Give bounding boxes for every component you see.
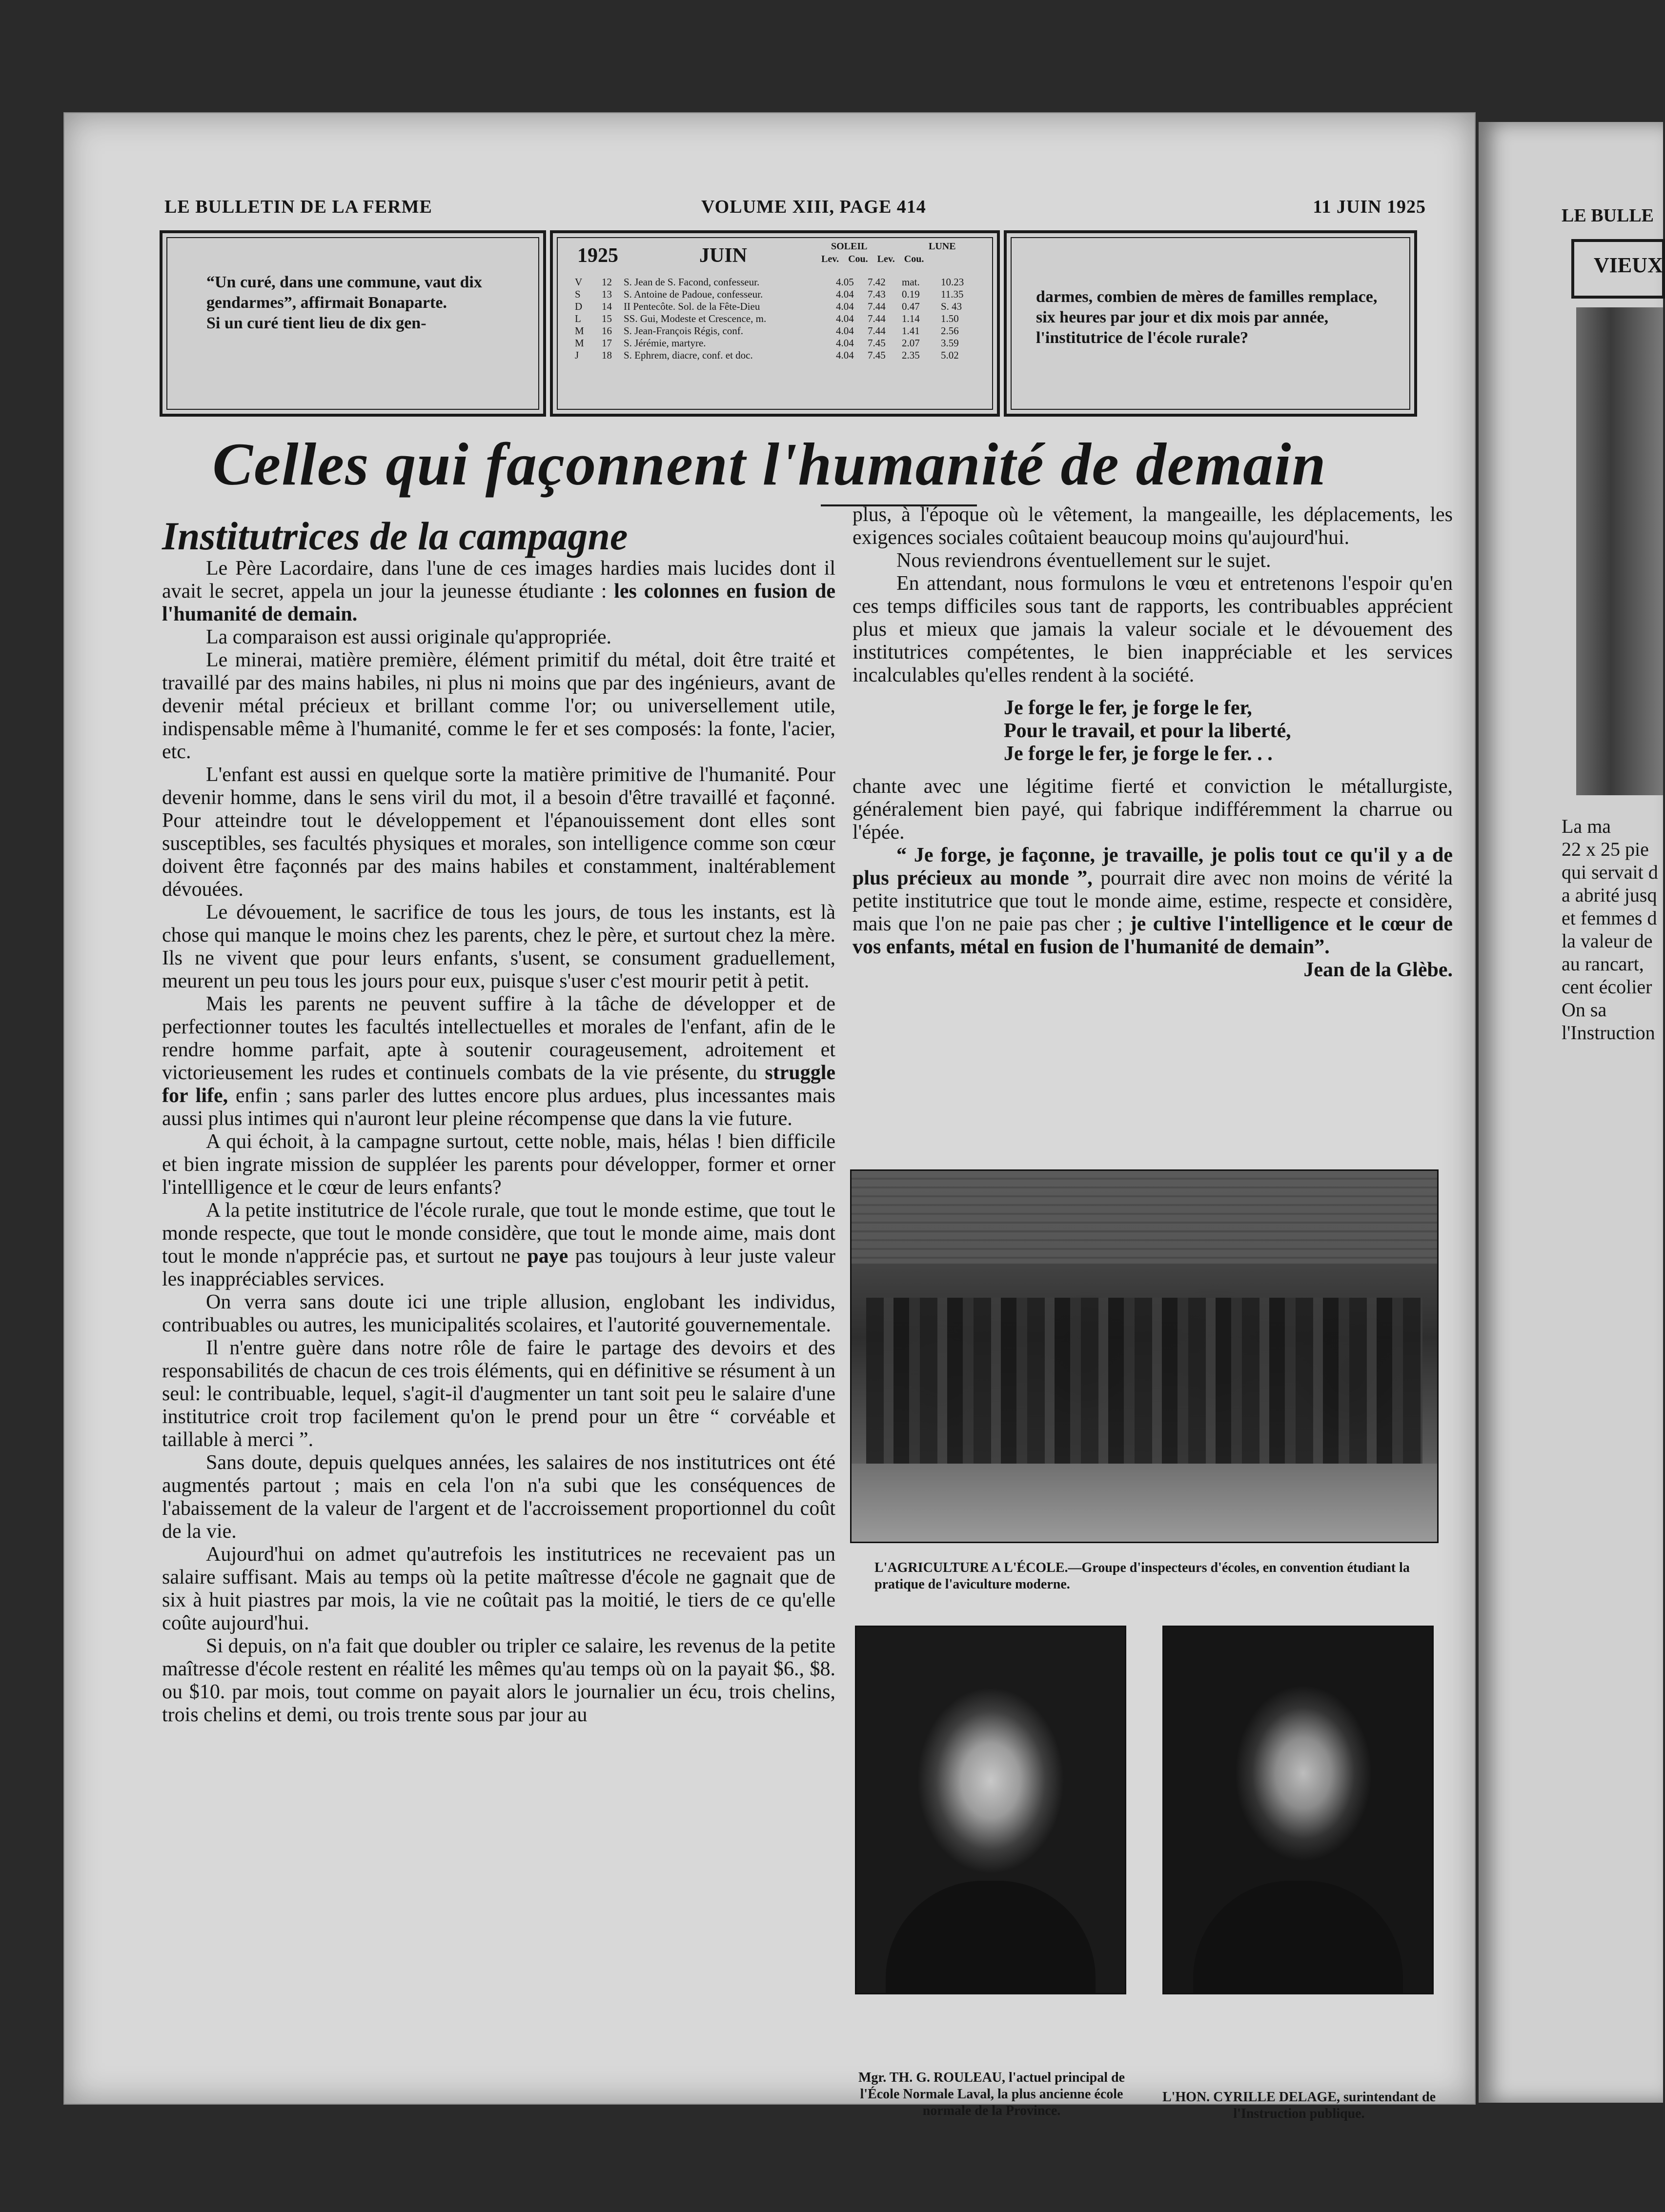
poem — [1004, 697, 1453, 765]
adjacent-frame — [1571, 239, 1665, 299]
calendar-row — [575, 325, 980, 337]
sun-rise: 4.04 — [836, 301, 854, 312]
sun-rise: 4.05 — [836, 276, 854, 288]
calendar-header — [577, 241, 977, 273]
quote-box-left — [160, 230, 546, 417]
sun-rise: 4.04 — [836, 325, 854, 337]
moon-set: 5.02 — [941, 349, 959, 361]
sun-set: 7.44 — [868, 325, 886, 337]
publication-name: LE BULLETIN DE LA FERME — [164, 197, 432, 217]
moon-rise: 0.47 — [902, 301, 920, 312]
adjacent-page — [1479, 122, 1663, 2103]
photo-crowd — [866, 1298, 1422, 1464]
quote-left-text: “Un curé, dans une commune, vaut dix gendarmes”, affirmait Bonaparte. Si un curé tient lieu de dix gen- — [206, 273, 482, 332]
paragraph: Il n'entre guère dans notre rôle de faire le partage des devoirs et des responsabilités de chacun de ces trois éléments, qui en définitive se résument à un seul: le contribuable, lequel, s'agit-il d'augmenter un tant soit peu le salaire d'une institutrice croit trop facilement qu'on le prend pour un être “ corvéable et taillable à merci ”. — [162, 1337, 835, 1451]
portrait-delage — [1162, 1626, 1434, 1994]
calendar-year: 1925 — [577, 244, 618, 267]
article-subhead: Institutrices de la campagne — [162, 514, 628, 558]
calendar-rows — [575, 276, 980, 362]
paragraph — [162, 1199, 835, 1291]
lune-label: LUNE — [929, 241, 956, 252]
paragraph: La comparaison est aussi originale qu'appropriée. — [206, 626, 611, 648]
poem-line: Je forge le fer, je forge le fer, — [1004, 697, 1252, 719]
saint-name: SS. Gui, Modeste et Crescence, m. — [624, 313, 767, 324]
quote-right-text: darmes, combien de mères de familles remplace, six heures par jour et dix mois par année, l'institutrice de l'école rurale? — [1036, 288, 1378, 347]
rise-set-labels: Lev. Cou. Lev. Cou. — [821, 254, 924, 264]
emphasis: paye — [527, 1245, 569, 1267]
moon-rise: 0.19 — [902, 288, 920, 300]
day-number: 18 — [602, 349, 612, 361]
adjacent-photo — [1576, 307, 1663, 795]
emphasis: je cultive l'intelligence et le cœur de vos enfants, métal en fusion de l'humanité de demain”. — [853, 913, 1453, 958]
text-run: enfin ; sans parler des luttes encore plus ardues, plus incessantes mais aussi plus intimes qui n'auront leur pleine récompense que dans la vie future. — [162, 1085, 835, 1130]
paragraph: Si depuis, on n'a fait que doubler ou tripler ce salaire, les revenus de la petite maîtresse d'école restent en réalité les mêmes qu'au temps où on la payait $6., $8. ou $10. par mois, tout comme on payait alors le journalier un écu, trois chelins, trois chelins et demi, ou trois trente sous par jour au — [162, 1635, 835, 1726]
day-letter: M — [575, 325, 584, 337]
sun-set: 7.44 — [868, 301, 886, 312]
article-column-left — [162, 557, 835, 1727]
sun-set: 7.44 — [868, 313, 886, 324]
paragraph: L'enfant est aussi en quelque sorte la matière primitive de l'humanité. Pour devenir homme, dans le sens viril du mot, il a besoin d'être travaillé et façonné. Pour atteindre tout le développement et l'épanouissement dont elles sont susceptibles, ses facultés physiques et morales, son intelligence comme son cœur doivent être façonnés par des mains habiles et constamment, inaltérablement dévouées. — [162, 764, 835, 901]
saint-name: S. Jérémie, martyre. — [624, 337, 706, 349]
day-number: 13 — [602, 288, 612, 300]
soleil-label: SOLEIL — [831, 241, 868, 252]
almanac-banner — [160, 230, 1411, 416]
paragraph: A qui échoit, à la campagne surtout, cette noble, mais, hélas ! bien difficile et bien ingrate mission de suppléer les parents pour développer, former et orner l'intellligence et le cœur de leurs enfants? — [162, 1130, 835, 1199]
day-number: 15 — [602, 313, 612, 324]
portrait-rouleau — [855, 1626, 1126, 1994]
calendar-row — [575, 276, 980, 288]
moon-rise: 2.07 — [902, 337, 920, 349]
sun-rise: 4.04 — [836, 337, 854, 349]
calendar-month: JUIN — [699, 244, 748, 267]
page-header — [164, 196, 1426, 221]
saint-name: S. Jean-François Régis, conf. — [624, 325, 743, 337]
day-number: 12 — [602, 276, 612, 288]
poem-line: Pour le travail, et pour la liberté, — [1004, 720, 1291, 742]
saint-name: S. Antoine de Padoue, confesseur. — [624, 288, 763, 300]
moon-set: 10.23 — [941, 276, 964, 288]
day-letter: M — [575, 337, 584, 349]
article-column-right — [853, 503, 1453, 982]
calendar-row — [575, 349, 980, 362]
calendar-row — [575, 337, 980, 349]
paragraph — [162, 557, 835, 626]
portrait-delage-caption: L'HON. CYRILLE DELAGE, surintendant de l'Instruction publique. — [1162, 2090, 1436, 2121]
saint-name: S. Ephrem, diacre, conf. et doc. — [624, 349, 753, 361]
text-run: A la petite institutrice de l'école rurale, que tout le monde estime, que tout le monde respecte, que tout le monde considère, que tout le monde aime, mais dont tout le monde n'apprécie pas, et surtout ne — [162, 1199, 835, 1267]
moon-rise: 1.41 — [902, 325, 920, 337]
adjacent-frame-text: VIEUX — [1594, 253, 1663, 277]
moon-rise: mat. — [902, 276, 920, 288]
volume-page: VOLUME XIII, PAGE 414 — [701, 197, 926, 217]
calendar-row — [575, 313, 980, 325]
emphasis: les colonnes en fusion de l'humanité de demain. — [162, 580, 835, 625]
moon-rise: 2.35 — [902, 349, 920, 361]
author-signature: Jean de la Glèbe. — [1303, 959, 1453, 981]
sun-rise: 4.04 — [836, 349, 854, 361]
sun-set: 7.45 — [868, 349, 886, 361]
group-photo — [850, 1169, 1439, 1543]
paragraph: Sans doute, depuis quelques années, les salaires de nos institutrices ont été augmentés partout ; mais en cela l'on n'a subi que les conséquences de l'abaissement de la valeur de l'argent et de l'accroissement proportionnel du coût de la vie. — [162, 1451, 835, 1543]
paragraph: Nous reviendrons éventuellement sur le sujet. — [896, 549, 1271, 572]
newspaper-page — [63, 112, 1476, 2121]
moon-rise: 1.14 — [902, 313, 920, 324]
paragraph: plus, à l'époque où le vêtement, la mangeaille, les déplacements, les exigences sociales coûtaient beaucoup moins qu'aujourd'hui. — [853, 503, 1453, 549]
paragraph: Le dévouement, le sacrifice de tous les jours, de tous les instants, est là chose qui manque le moins chez les parents, chez le père, et surtout chez la mère. Ils ne vivent que pour leurs enfants, s'usent, se consument graduellement, meurent un peu tous les jours pour eux, puisque s'user c'est mourir petit à petit. — [162, 901, 835, 992]
photo-ground — [852, 1464, 1437, 1542]
calendar-row — [575, 288, 980, 301]
saint-name: II Pentecôte. Sol. de la Fête-Dieu — [624, 301, 760, 312]
paragraph: chante avec une légitime fierté et conviction le métallurgiste, généralement bien payé, qui fabrique indifféremment la charrue ou l'épée. — [853, 775, 1453, 844]
saint-name: S. Jean de S. Facond, confesseur. — [624, 276, 760, 288]
day-letter: J — [575, 349, 579, 361]
sun-set: 7.42 — [868, 276, 886, 288]
group-photo-caption: L'AGRICULTURE A L'ÉCOLE.—Groupe d'inspecteurs d'écoles, en convention étudiant la pratique de l'aviculture moderne. — [874, 1560, 1410, 1592]
day-letter: L — [575, 313, 581, 324]
paragraph — [853, 844, 1453, 981]
sun-set: 7.43 — [868, 288, 886, 300]
text-run: pas toujours à leur juste valeur les inappréciables services. — [162, 1245, 836, 1290]
text-run: pourrait dire avec non moins de vérité la petite institutrice que tout le monde aime, estime, respecte et considère, mais que l'on ne paie pas cher ; — [853, 867, 1453, 935]
poem-line: Je forge le fer, je forge le fer. . . — [1004, 743, 1273, 765]
paragraph: Aujourd'hui on admet qu'autrefois les institutrices ne recevaient pas un salaire suffisant. Mais au temps où la petite maîtresse d'école ne gagnait que de six à huit piastres par mois, la vie ne coûtait pas la moitié, le tiers de ce qu'elle coûte aujourd'hui. — [162, 1543, 835, 1634]
photo-wall — [852, 1171, 1437, 1264]
portrait-rouleau-caption: Mgr. TH. G. ROULEAU, l'actuel principal de l'École Normale Laval, la plus ancienne école normale de la Province. — [858, 2070, 1125, 2118]
calendar-box — [550, 230, 1000, 417]
article-headline: Celles qui façonnent l'humanité de demain — [212, 431, 1327, 498]
moon-set: 3.59 — [941, 337, 959, 349]
moon-set: S. 43 — [941, 301, 962, 312]
sun-rise: 4.04 — [836, 313, 854, 324]
quote-box-right — [1004, 230, 1417, 417]
moon-set: 1.50 — [941, 313, 959, 324]
text-run: Le Père Lacordaire, dans l'une de ces images hardies mais lucides dont il avait le secret, appela un jour la jeunesse étudiante : — [162, 557, 835, 603]
day-letter: D — [575, 301, 583, 312]
adjacent-text: La ma 22 x 25 pie qui servait d a abrité jusq et femmes d la valeur de au rancart, cent écolier On sa l'Instruction — [1562, 815, 1658, 1044]
adjacent-header: LE BULLE — [1562, 205, 1654, 226]
paragraph: Le minerai, matière première, élément primitif du métal, doit être traité et travaillé par des mains habiles, ni plus ni moins que par des ingénieurs, avant de devenir métal précieux et brillant comme l'or; ou universellement utile, indispensable même à l'humanité, comme le fer et ses composés: la fonte, l'acier, etc. — [162, 649, 835, 763]
day-number: 14 — [602, 301, 612, 312]
moon-set: 11.35 — [941, 288, 964, 300]
day-number: 16 — [602, 325, 612, 337]
moon-set: 2.56 — [941, 325, 959, 337]
day-letter: V — [575, 276, 583, 288]
paragraph — [162, 993, 835, 1130]
emphasis: struggle for life, — [162, 1062, 836, 1107]
emphasis: “ Je forge, je façonne, je travaille, je polis tout ce qu'il y a de plus précieux au monde ”, — [853, 844, 1453, 889]
paragraph: En attendant, nous formulons le vœu et entretenons l'espoir qu'en ces temps difficiles sous tant de rapports, les contribuables apprécient plus et mieux que jamais la valeur sociale et le dévouement des institutrices compétentes, le bien inappréciable et les services incalculables qu'elles rendent à la société. — [853, 572, 1453, 686]
paragraph: On verra sans doute ici une triple allusion, englobant les individus, contribuables ou autres, les municipalités scolaires, et l'autorité gouvernementale. — [162, 1291, 835, 1336]
sun-set: 7.45 — [868, 337, 886, 349]
portrait-body — [1193, 1881, 1403, 1993]
sun-rise: 4.04 — [836, 288, 854, 300]
day-letter: S — [575, 288, 581, 300]
day-number: 17 — [602, 337, 612, 349]
issue-date: 11 JUIN 1925 — [1313, 197, 1426, 217]
portrait-body — [886, 1881, 1096, 1993]
calendar-row — [575, 301, 980, 313]
text-run: Mais les parents ne peuvent suffire à la tâche de développer et de perfectionner toutes les facultés intellectuelles et morales de l'enfant, afin de le rendre homme parfait, apte à soutenir courageusement, adroitement et victorieusement les rudes et continuels combats de la vie présente, du — [162, 993, 835, 1084]
